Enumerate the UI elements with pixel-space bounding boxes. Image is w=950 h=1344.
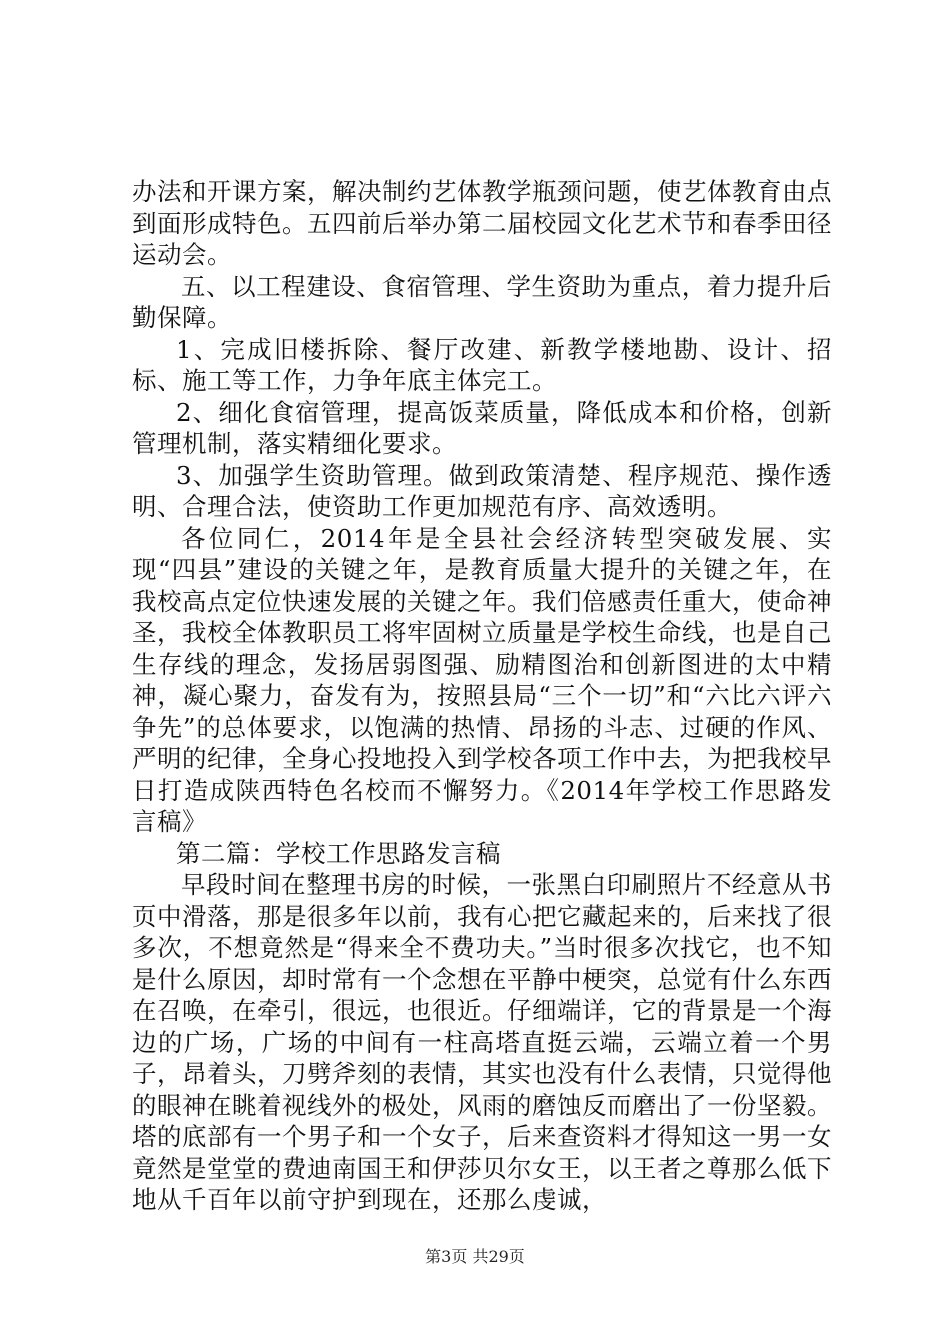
paragraph: 早段时间在整理书房的时候，一张黑白印刷照片不经意从书页中滑落，那是很多年以前，我有心把它藏起来的，后来找了很多次，不想竟然是“得来全不费功夫。”当时很多次找它，也不知是什么原因，却时常有一个念想在平静中梗突，总觉有什么东西在召唤，在牵引，很远，也很近。仔细端详，它的背景是一个海边的广场，广场的中间有一柱高塔直挺云端，云端立着一个男子，昂着头，刀劈斧刻的表情，其实也没有什么表情，只觉得他的眼神在眺着视线外的极处，风雨的磨蚀反而磨出了一份坚毅。塔的底部有一个男子和一个女子，后来查资料才得知这一男一女竟然是堂堂的费迪南国王和伊莎贝尔女王，以王者之尊那么低下地从千百年以前守护到现在，还那么虔诚， (132, 870, 832, 1214)
paragraph: 1、完成旧楼拆除、餐厅改建、新教学楼地勘、设计、招标、施工等工作，力争年底主体完工。 (132, 334, 832, 395)
page-number: 第3页 共29页 (425, 1247, 525, 1266)
paragraph: 2、细化食宿管理，提高饭菜质量，降低成本和价格，创新管理机制，落实精细化要求。 (132, 397, 832, 458)
paragraph: 五、以工程建设、食宿管理、学生资助为重点，着力提升后勤保障。 (132, 271, 832, 332)
paragraph: 各位同仁，2014年是全县社会经济转型突破发展、实现“四县”建设的关键之年，是教育质量大提升的关键之年，在我校高点定位快速发展的关键之年。我们倍感责任重大，使命神圣，我校全体教职员工将牢固树立质量是学校生命线，也是自己生存线的理念，发扬居弱图强、励精图治和创新图进的太中精神，凝心聚力，奋发有为，按照县局“三个一切”和“六比六评六争先”的总体要求，以饱满的热情、昂扬的斗志、过硬的作风、严明的纪律，全身心投地投入到学校各项工作中去，为把我校早日打造成陕西特色名校而不懈努力。《2014年学校工作思路发言稿》 (132, 523, 832, 836)
section-heading: 第二篇：学校工作思路发言稿 (176, 838, 501, 868)
document-body (132, 176, 832, 1216)
paragraph: 3、加强学生资助管理。做到政策清楚、程序规范、操作透明、合理合法，使资助工作更加规范有序、高效透明。 (132, 460, 832, 521)
paragraph: 办法和开课方案，解决制约艺体教学瓶颈问题，使艺体教育由点到面形成特色。五四前后举办第二届校园文化艺术节和春季田径运动会。 (132, 177, 832, 269)
